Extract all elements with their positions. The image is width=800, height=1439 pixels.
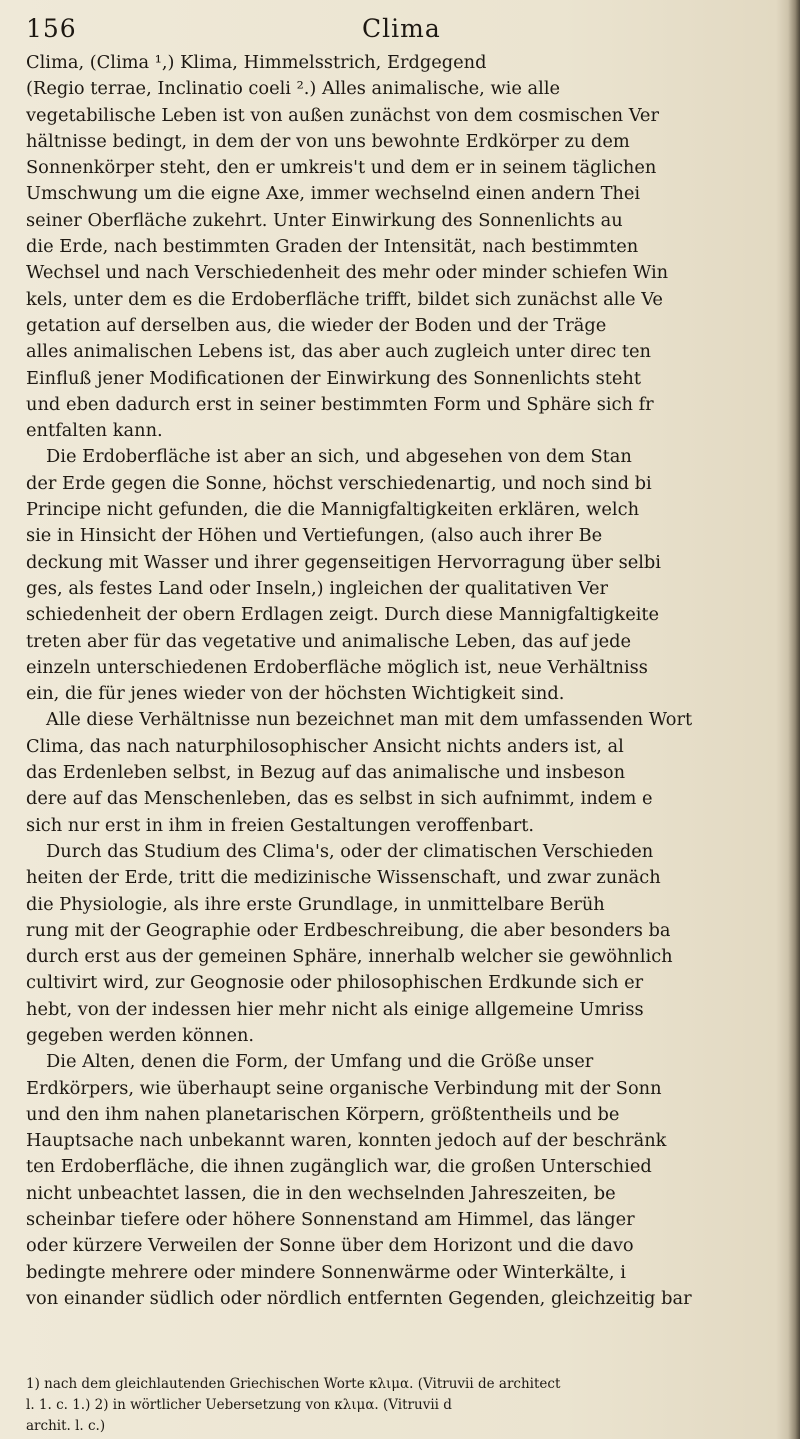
text-line: heiten der Erde, tritt die medizinische Wissenschaft, und zwar zunäch — [26, 867, 661, 889]
text-line: gegeben werden können. — [26, 1024, 255, 1046]
text-line: und eben dadurch erst in seiner bestimmten Form und Sphäre sich fr — [26, 393, 654, 415]
page-number: 156 — [26, 14, 77, 43]
text-line: Die Erdoberfläche ist aber an sich, und abgesehen von dem Stan — [46, 446, 632, 468]
text-line: Alle diese Verhältnisse nun bezeichnet man mit dem umfassenden Wort — [46, 709, 693, 731]
page-binding-shadow — [788, 0, 800, 1439]
text-line: Umschwung um die eigne Axe, immer wechselnd einen andern Thei — [26, 183, 641, 205]
text-line: Wechsel und nach Verschiedenheit des mehr oder minder schiefen Win — [26, 262, 669, 284]
text-line: seiner Oberfläche zukehrt. Unter Einwirkung des Sonnenlichts au — [26, 209, 623, 231]
text-line: deckung mit Wasser und ihrer gegenseitigen Hervorragung über selbi — [26, 551, 661, 573]
text-line: die Erde, nach bestimmten Graden der Intensität, nach bestimmten — [26, 236, 639, 258]
text-line: Clima, (Clima ¹,) Klima, Himmelsstrich, Erdgegend — [26, 52, 487, 73]
text-line: ten Erdoberfläche, die ihnen zugänglich war, die großen Unterschied — [26, 1156, 652, 1178]
text-line: rung mit der Geographie oder Erdbeschreibung, die aber besonders ba — [26, 919, 671, 941]
page-header — [26, 14, 766, 48]
text-line: die Physiologie, als ihre erste Grundlage, in unmittelbare Berüh — [26, 893, 605, 915]
text-line: kels, unter dem es die Erdoberfläche trifft, bildet sich zunächst alle Ve — [26, 288, 663, 310]
text-line: vegetabilische Leben ist von außen zunächst von dem cosmischen Ver — [26, 104, 659, 126]
footnote-line: archit. l. c.) — [26, 1418, 106, 1434]
text-line: Sonnenkörper steht, den er umkreis't und dem er in seinem täglichen — [26, 157, 657, 179]
text-line: (Regio terrae, Inclinatio coeli ².) Alles animalische, wie alle — [26, 78, 561, 100]
text-line: hältnisse bedingt, in dem der von uns bewohnte Erdkörper zu dem — [26, 130, 630, 152]
text-line: Die Alten, denen die Form, der Umfang und die Größe unser — [46, 1051, 594, 1073]
text-line: getation auf derselben aus, die wieder der Boden und der Träge — [26, 314, 607, 336]
text-line: Hauptsache nach unbekannt waren, konnten jedoch auf der beschränk — [26, 1130, 667, 1152]
text-line: einzeln unterschiedenen Erdoberfläche möglich ist, neue Verhältniss — [26, 656, 648, 678]
text-line: bedingte mehrere oder mindere Sonnenwärme oder Winterkälte, i — [26, 1261, 626, 1283]
text-line: und den ihm nahen planetarischen Körpern, größtentheils und be — [26, 1103, 620, 1125]
text-line: hebt, von der indessen hier mehr nicht als einige allgemeine Umriss — [26, 998, 644, 1020]
text-line: von einander südlich oder nördlich entfernten Gegenden, gleichzeitig bar — [26, 1287, 692, 1309]
text-line: ges, als festes Land oder Inseln,) ingleichen der qualitativen Ver — [26, 577, 609, 599]
text-line: cultivirt wird, zur Geognosie oder philosophischen Erdkunde sich er — [26, 972, 644, 994]
text-line: Principe nicht gefunden, die die Mannigfaltigkeiten erklären, welch — [26, 499, 640, 521]
text-line: Clima, das nach naturphilosophischer Ansicht nichts anders ist, al — [26, 735, 624, 757]
text-line: entfalten kann. — [26, 420, 163, 442]
text-line: sie in Hinsicht der Höhen und Vertiefungen, (also auch ihrer Be — [26, 525, 603, 547]
text-line: das Erdenleben selbst, in Bezug auf das animalische und insbeson — [26, 762, 626, 784]
running-head: Clima — [362, 14, 441, 43]
text-line: nicht unbeachtet lassen, die in den wechselnden Jahreszeiten, be — [26, 1182, 616, 1204]
text-line: ein, die für jenes wieder von der höchsten Wichtigkeit sind. — [26, 683, 565, 705]
text-line: Durch das Studium des Clima's, oder der climatischen Verschieden — [46, 840, 654, 862]
text-line: treten aber für das vegetative und animalische Leben, das auf jede — [26, 630, 632, 652]
footnote-line: 1) nach dem gleichlautenden Griechischen Worte κλιμα. (Vitruvii de architect — [26, 1376, 561, 1392]
text-line: Einfluß jener Modificationen der Einwirkung des Sonnenlichts steht — [26, 367, 641, 389]
text-line: durch erst aus der gemeinen Sphäre, innerhalb welcher sie gewöhnlich — [26, 946, 673, 968]
text-line: sich nur erst in ihm in freien Gestaltungen veroffenbart. — [26, 814, 535, 836]
body-text — [26, 50, 786, 1312]
footnote-line: l. 1. c. 1.) 2) in wörtlicher Uebersetzung von κλιμα. (Vitruvii d — [26, 1397, 452, 1413]
text-line: der Erde gegen die Sonne, höchst verschiedenartig, und noch sind bi — [26, 472, 652, 494]
text-line: scheinbar tiefere oder höhere Sonnenstand am Himmel, das länger — [26, 1209, 635, 1231]
text-line: oder kürzere Verweilen der Sonne über dem Horizont und die davo — [26, 1235, 634, 1257]
text-line: schiedenheit der obern Erdlagen zeigt. Durch diese Mannigfaltigkeite — [26, 604, 660, 626]
text-line: dere auf das Menschenleben, das es selbst in sich aufnimmt, indem e — [26, 788, 653, 810]
text-line: alles animalischen Lebens ist, das aber auch zugleich unter direc ten — [26, 341, 651, 363]
footnotes — [26, 1374, 786, 1437]
text-line: Erdkörpers, wie überhaupt seine organische Verbindung mit der Sonn — [26, 1077, 662, 1099]
